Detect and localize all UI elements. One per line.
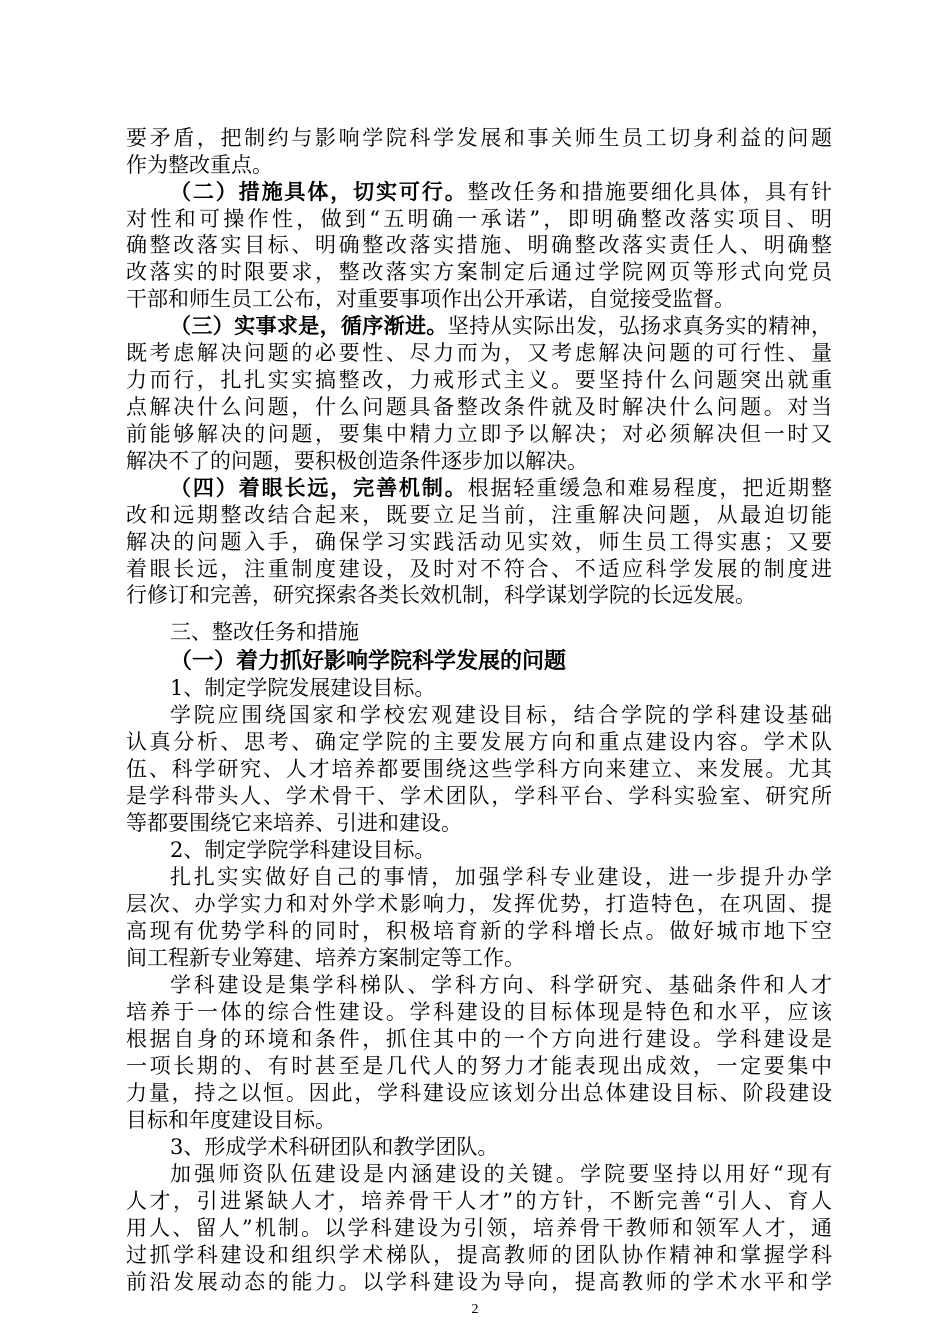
body-line: 点解决什么问题，什么问题具备整改条件就及时解决什么问题。对当	[126, 395, 832, 419]
body-line: 改落实的时限要求，整改落实方案制定后通过学院网页等形式向党员	[126, 260, 832, 284]
body-line: （三）实事求是，循序渐进。坚持从实际出发，弘扬求真务实的精神，	[170, 313, 832, 338]
body-line: 间工程新专业筹建、培养方案制定等工作。	[126, 946, 525, 970]
page-number: 2	[471, 1302, 479, 1317]
subsection-title: （一）着力抓好影响学院科学发展的问题	[170, 648, 567, 674]
body-line: 对性和可操作性，做到“五明确一承诺”，即明确整改落实项目、明	[126, 207, 832, 231]
subsection-heading: （四）着眼长远，完善机制。	[170, 475, 468, 500]
body-line: 高现有优势学科的同时，积极培育新的学科增长点。做好城市地下空	[126, 919, 832, 943]
body-line: 一项长期的、有时甚至是几代人的努力才能表现出成效，一定要集中	[126, 1054, 832, 1078]
body-line: 学科建设是集学科梯队、学科方向、科学研究、基础条件和人才	[170, 973, 832, 997]
body-line: 解决的问题入手，确保学习实践活动见实效，师生员工得实惠；又要	[126, 530, 832, 554]
body-line: 力而行，扎扎实实搞整改，力戒形式主义。要坚持什么问题突出就重	[126, 368, 832, 392]
subsection-heading: （二）措施具体，切实可行。	[170, 179, 468, 204]
body-line: 前能够解决的问题，要集中精力立即予以解决；对必须解决但一时又	[126, 422, 832, 446]
body-line: 解决不了的问题，要积极创造条件逐步加以解决。	[126, 449, 588, 473]
body-line: 力量，持之以恒。因此，学科建设应该划分出总体建设目标、阶段建设	[126, 1081, 832, 1105]
body-line: 培养于一体的综合性建设。学科建设的目标体现是特色和水平，应该	[126, 1000, 832, 1024]
body-line: 用人、留人”机制。以学科建设为引领，培养骨干教师和领军人才，通	[126, 1216, 832, 1240]
body-line: 目标和年度建设目标。	[126, 1108, 336, 1132]
body-line: 伍、科学研究、人才培养都要围绕这些学科方向来建立、来发展。尤其	[126, 757, 832, 781]
subsection-heading: （三）实事求是，循序渐进。	[170, 313, 448, 338]
body-line: 加强师资队伍建设是内涵建设的关键。学院要坚持以用好“现有	[170, 1162, 832, 1186]
body-line: （四）着眼长远，完善机制。根据轻重缓急和难易程度，把近期整	[170, 475, 832, 500]
body-line: 改和远期整改结合起来，既要立足当前，注重解决问题，从最迫切能	[126, 503, 832, 527]
body-line: （二）措施具体，切实可行。整改任务和措施要细化具体，具有针	[170, 179, 832, 204]
body-line: 着眼长远，注重制度建设，及时对不符合、不适应科学发展的制度进	[126, 557, 832, 581]
body-line: 人才，引进紧缺人才，培养骨干人才”的方针，不断完善“引人、育人	[126, 1189, 832, 1213]
body-line: 认真分析、思考、确定学院的主要发展方向和重点建设内容。学术队	[126, 730, 832, 754]
body-line: 干部和师生员工公布，对重要事项作出公开承诺，自觉接受监督。	[126, 287, 735, 311]
body-line: 要矛盾，把制约与影响学院科学发展和事关师生员工切身利益的问题	[126, 126, 832, 150]
body-line: 既考虑解决问题的必要性、尽力而为，又考虑解决问题的可行性、量	[126, 341, 832, 365]
body-line: 2、制定学院学科建设目标。	[170, 838, 436, 862]
body-line: 是学科带头人、学术骨干、学术团队，学科平台、学科实验室、研究所	[126, 784, 832, 808]
body-line: 前沿发展动态的能力。以学科建设为导向，提高教师的学术水平和学	[126, 1270, 832, 1294]
section-heading: 三、整改任务和措施	[170, 620, 359, 644]
body-line: 作为整改重点。	[126, 153, 273, 177]
body-line: 确整改落实目标、明确整改落实措施、明确整改落实责任人、明确整	[126, 233, 832, 257]
body-line: 学院应围绕国家和学校宏观建设目标，结合学院的学科建设基础	[170, 703, 832, 727]
body-line: 根据自身的环境和条件，抓住其中的一个方向进行建设。学科建设是	[126, 1027, 832, 1051]
body-line: 3、形成学术科研团队和教学团队。	[170, 1135, 499, 1159]
body-line: 1、制定学院发展建设目标。	[170, 676, 436, 700]
body-line: 过抓学科建设和组织学术梯队，提高教师的团队协作精神和掌握学科	[126, 1243, 832, 1267]
body-line: 层次、办学实力和对外学术影响力，发挥优势，打造特色，在巩固、提	[126, 892, 832, 916]
body-line: 扎扎实实做好自己的事情，加强学科专业建设，进一步提升办学	[170, 865, 832, 889]
body-line: 等都要围绕它来培养、引进和建设。	[126, 811, 462, 835]
body-line: 行修订和完善，研究探索各类长效机制，科学谋划学院的长远发展。	[126, 583, 756, 607]
